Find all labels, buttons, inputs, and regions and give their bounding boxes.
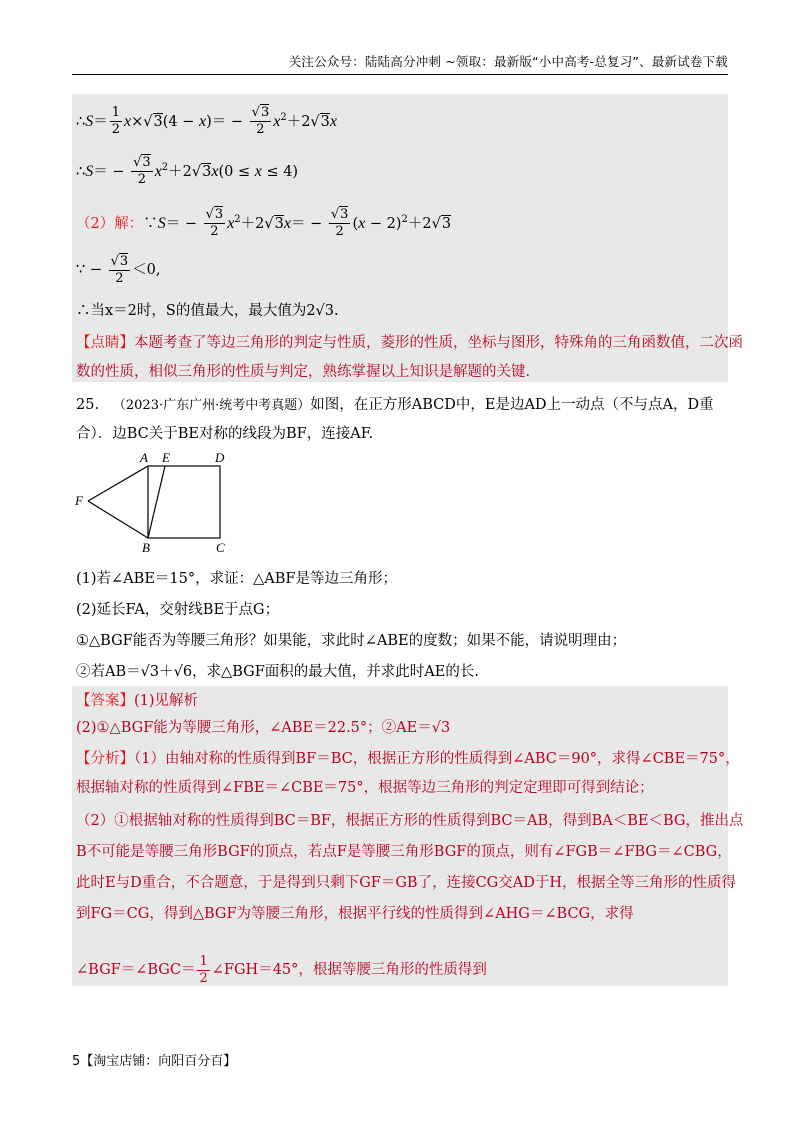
analysis-line-7: ∠BGF＝∠BGC＝ $\frac{1}{2}$ ∠FGH＝45°，根据等腰三角形的性质得到 <box>76 953 487 986</box>
label-c: C <box>216 540 225 555</box>
page-footer <box>72 1050 236 1069</box>
solution-line-4: ∵ − $\frac{√3}{2}$ ＜0, <box>76 253 161 286</box>
question-2b: ②若AB＝√3＋√6，求△BGF面积的最大值，并求此时AE的长. <box>76 664 479 680</box>
problem-line-1: 25. （2023·广东广州·统考中考真题）如图，在正方形ABCD中，E是边AD上一动点（不与点A，D重 <box>76 397 714 413</box>
analysis-line-3: （2）①根据轴对称的性质得到BC＝BF，根据正方形的性质得到BC＝AB，得到BA＜BE＜BG，推出点 <box>76 813 744 829</box>
question-2: (2)延长FA，交射线BE于点G； <box>76 602 280 618</box>
solution-line-3: （2）解：∵S＝ − $\frac{√3}{2}$ $x^2+2√3x=$ − $\frac{√3}{2}$ $(x - 2)^2+2√3$ <box>76 207 452 240</box>
solution-line-2: ∴S＝ − $\frac{√3}{2}$ $x^2+2√3x(0 \le x \le 4)$ <box>76 155 299 188</box>
segment-fa <box>88 466 148 501</box>
label-e: E <box>162 450 170 465</box>
analysis-line-5: 此时E与D重合，不合题意，于是得到只剩下GF＝GB了，连接CG交AD于H，根据全等三角形的性质得 <box>76 875 737 891</box>
segment-be <box>148 466 165 538</box>
analysis-line-6: 到FG＝CG，得到△BGF为等腰三角形，根据平行线的性质得到∠AHG＝∠BCG，求得 <box>76 906 634 922</box>
label-d: D <box>215 450 225 465</box>
question-2a: ①△BGF能否为等腰三角形？如果能，求此时∠ABE的度数；如果不能，请说明理由； <box>76 633 627 649</box>
answer-line-1: 【答案】(1)见解析 <box>76 693 199 709</box>
label-f: F <box>75 493 83 508</box>
square-abcd <box>148 466 220 538</box>
analysis-line-1: 【分析】（1）由轴对称的性质得到BF＝BC，根据正方形的性质得到∠ABC＝90°，求得∠CBE＝75°， <box>76 751 740 767</box>
question-1: (1)若∠ABE＝15°，求证：△ABF是等边三角形； <box>76 571 397 587</box>
answer-line-2: (2)①△BGF能为等腰三角形，∠ABE＝22.5°；②AE＝√3 <box>76 720 451 736</box>
dianjing-line-1: 【点睛】本题考查了等边三角形的判定与性质，菱形的性质，坐标与图形，特殊角的三角函数值，二次函 <box>76 335 743 351</box>
dianjing-line-2: 数的性质，相似三角形的性质与判定，熟练掌握以上知识是解题的关键. <box>76 364 531 380</box>
page-number: 5 <box>72 1054 81 1069</box>
page-header: 关注公众号：陆陆高分冲刺 ~领取：最新版“小中高考-总复习”、最新试卷下载 <box>72 52 728 75</box>
label-a: A <box>140 450 148 465</box>
problem-line-2: 合）．边BC关于BE对称的线段为BF，连接AF. <box>76 426 374 442</box>
solution-line-1: ∴S＝ $\frac{1}{2}$ x×√3(4 − x)＝ − $\frac{√3}{2}$ $x^2+2√3x$ <box>76 105 338 138</box>
geometry-figure <box>72 448 242 558</box>
analysis-line-4: B不可能是等腰三角形BGF的顶点，若点F是等腰三角形BGF的顶点，则有∠FGB＝∠FBG＝∠CBG， <box>76 844 732 860</box>
segment-fb <box>88 501 148 538</box>
analysis-line-2: 根据轴对称的性质得到∠FBE＝∠CBE＝75°，根据等边三角形的判定定理即可得到结论； <box>76 780 654 796</box>
shop-label: 【淘宝店铺：向阳百分百】 <box>80 1054 237 1069</box>
label-b: B <box>142 540 150 555</box>
solution-line-5: ∴当x＝2时，S的值最大，最大值为2√3. <box>76 303 339 319</box>
